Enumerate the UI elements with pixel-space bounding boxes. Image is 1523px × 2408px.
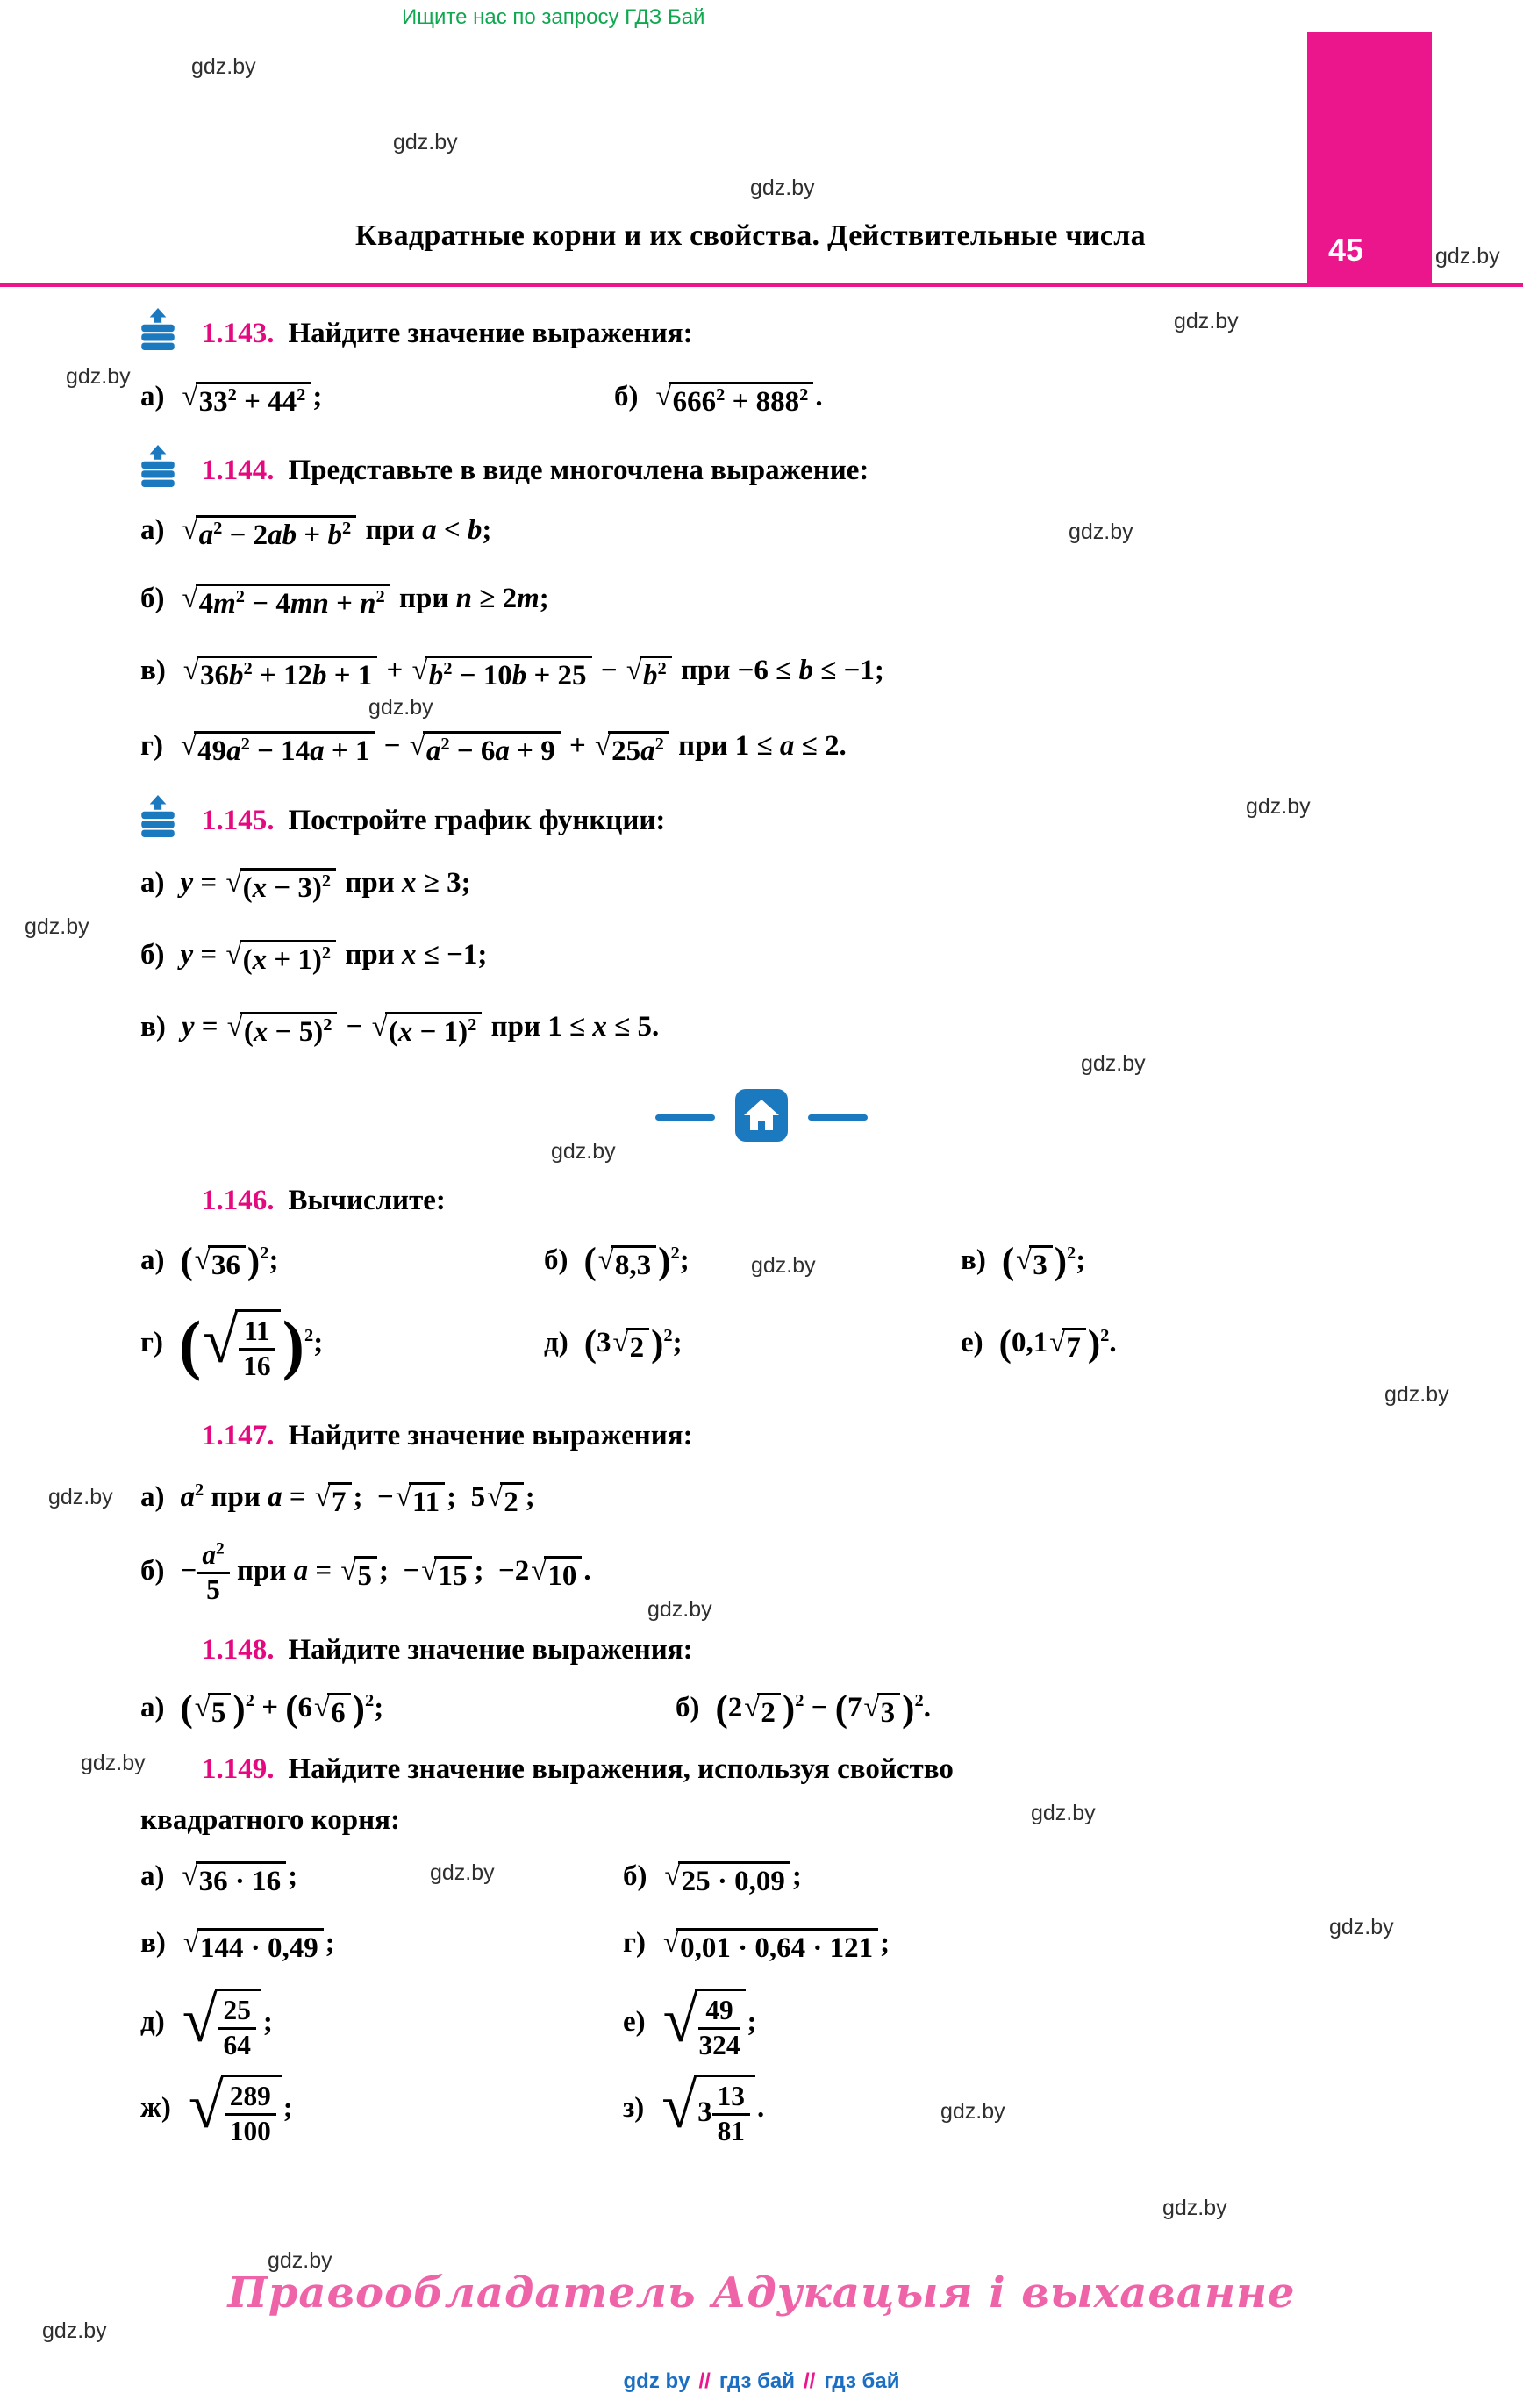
math-expression: ( √ 8,3 )$^2$; [584, 1244, 690, 1276]
problem-number: 1.146. [202, 1185, 275, 1216]
watermark: gdz.by [368, 695, 433, 720]
item-label: е) [623, 2006, 646, 2039]
item-label: д) [140, 2006, 165, 2039]
copyright-notice: Правообладатель Адукацыя і выхаванне [227, 2268, 1296, 2318]
p149-item-g [623, 1925, 890, 1965]
watermark: gdz.by [48, 1485, 113, 1509]
book-stack-icon [136, 794, 180, 842]
math-expression: y = √ $(x - 3)^2$ при x ≥ 3; [181, 867, 471, 899]
p146-item-e [961, 1325, 1117, 1365]
math-expression: √ $666^2 + 888^2$ . [654, 381, 823, 412]
item-label: г) [623, 1927, 646, 1959]
problem-number: 1.148. [202, 1634, 275, 1666]
divider-line [655, 1114, 715, 1121]
math-expression: √ 0,01 · 0,64 · 121 ; [661, 1927, 890, 1959]
p149-item-e [623, 1989, 757, 2060]
math-expression: √ $4m^2 - 4mn + n^2$ при n ≥ 2m; [181, 583, 549, 614]
p149-item-b [623, 1859, 802, 1898]
math-expression: √ 3 $\frac{13}{81}$ . [660, 2092, 764, 2124]
item-label: б) [676, 1692, 700, 1724]
problem-heading-1144 [202, 453, 869, 489]
problem-task: Представьте в виде многочлена выражение: [288, 455, 869, 486]
item-label: б) [623, 1860, 647, 1892]
watermark: gdz.by [1435, 244, 1500, 269]
problem-number: 1.143. [202, 318, 275, 349]
math-expression: √ 25 · 0,09 ; [663, 1860, 802, 1892]
p148-item-a [140, 1690, 383, 1730]
book-stack-icon-svg [136, 307, 180, 351]
problem-task-continuation: квадратного корня: [140, 1804, 400, 1836]
p145-item-v [140, 1009, 659, 1049]
item-label: а) [140, 1860, 165, 1892]
math-expression: y = √ $(x - 5)^2$ − √ $(x - 1)^2$ при 1 ≤ x ≤ 5. [182, 1011, 659, 1043]
watermark: gdz.by [1162, 2196, 1227, 2220]
watermark: gdz.by [940, 2099, 1005, 2124]
footer-separator: // [804, 2369, 816, 2393]
page-number: 45 [1328, 232, 1364, 268]
top-note: Ищите нас по запросу ГДЗ Бай [402, 5, 705, 29]
watermark: gdz.by [1069, 520, 1133, 544]
divider-line [808, 1114, 868, 1121]
p143-item-a [140, 379, 322, 419]
watermark: gdz.by [268, 2248, 332, 2273]
math-expression: √ $\frac{25}{64}$ ; [181, 2006, 273, 2038]
p149-item-a [140, 1859, 297, 1898]
p144-item-g [140, 728, 847, 768]
math-expression: √ $\frac{289}{100}$ ; [187, 2092, 293, 2124]
watermark: gdz.by [1031, 1801, 1096, 1825]
item-label: а) [140, 1244, 165, 1276]
problem-heading-1147 [202, 1418, 693, 1454]
p147-item-a [140, 1480, 535, 1519]
item-label: в) [140, 1927, 166, 1959]
math-expression: ( √ $\frac{11}{16}$ )$^2$; [179, 1327, 323, 1358]
item-label: б) [140, 939, 165, 971]
item-label: в) [140, 655, 166, 686]
problem-heading-1148 [202, 1632, 693, 1668]
item-label: з) [623, 2092, 645, 2125]
item-label: б) [140, 583, 165, 614]
item-label: а) [140, 514, 165, 546]
problem-number: 1.144. [202, 455, 275, 486]
item-label: г) [140, 730, 163, 762]
p144-item-b [140, 581, 549, 620]
p145-item-a [140, 865, 471, 905]
watermark: gdz.by [1384, 1382, 1449, 1407]
math-expression: (2 √ 2 )$^2$ − (7 √ 3 )$^2$. [716, 1692, 931, 1724]
watermark: gdz.by [191, 54, 256, 79]
math-expression: − $\frac{a^2}{5}$ при a = √ 5 ; − √ 15 ; −2 √ 10 . [181, 1555, 591, 1587]
watermark: gdz.by [393, 130, 458, 154]
math-expression: $a^2$ при a = √ 7 ; − √ 11 ; 5 √ 2 ; [181, 1481, 535, 1513]
p147-item-b [140, 1541, 591, 1605]
watermark: gdz.by [81, 1751, 146, 1775]
p146-item-d [544, 1325, 683, 1365]
problem-heading-1145 [202, 803, 665, 839]
p144-item-a [140, 512, 491, 552]
watermark: gdz.by [1246, 794, 1311, 819]
math-expression: √ $33^2 + 44^2$ ; [181, 381, 323, 412]
item-label: а) [140, 381, 165, 412]
problem-task-line2 [140, 1802, 400, 1838]
book-stack-icon [136, 444, 180, 492]
footer-link-2[interactable]: гдз бай [719, 2369, 795, 2393]
book-stack-icon [136, 307, 180, 355]
p148-item-b [676, 1690, 931, 1730]
watermark: gdz.by [647, 1597, 712, 1622]
p149-item-d [140, 1989, 273, 2060]
p149-item-z [623, 2075, 764, 2146]
home-icon-svg [734, 1088, 789, 1143]
math-expression: √ 144 · 0,49 ; [182, 1927, 335, 1959]
math-expression: √ $\frac{49}{324}$ ; [661, 2006, 757, 2038]
problem-task: Найдите значение выражения: [288, 1420, 693, 1451]
math-expression: √ $36b^2 + 12b + 1$ + √ $b^2 - 10b + 25$ − √ $b^2$ при −6 ≤ b ≤ −1; [182, 655, 884, 686]
footer-separator: // [698, 2369, 711, 2393]
math-expression: √ $49a^2 - 14a + 1$ − √ $a^2 - 6a + 9$ + √ $25a^2$ при 1 ≤ a ≤ 2. [179, 730, 847, 762]
math-expression: ( √ 3 )$^2$; [1002, 1244, 1085, 1276]
item-label: б) [140, 1554, 165, 1587]
item-label: д) [544, 1327, 568, 1358]
math-expression: ( √ 36 )$^2$; [181, 1244, 279, 1276]
p144-item-v [140, 653, 884, 692]
watermark: gdz.by [1081, 1051, 1146, 1076]
watermark: gdz.by [751, 1253, 816, 1278]
item-label: б) [614, 381, 639, 412]
math-expression: ( √ 5 )$^2$ + (6 √ 6 )$^2$; [181, 1692, 384, 1724]
item-label: е) [961, 1327, 983, 1358]
header-rule [0, 283, 1523, 287]
watermark: gdz.by [750, 176, 815, 200]
home-icon [734, 1088, 789, 1147]
watermark: gdz.by [551, 1139, 616, 1164]
book-stack-icon-svg [136, 794, 180, 838]
problem-heading-1143 [202, 316, 693, 352]
watermark: gdz.by [25, 914, 89, 939]
watermark: gdz.by [1174, 309, 1239, 333]
page-number-badge [1307, 32, 1432, 283]
problem-heading-1146 [202, 1183, 446, 1219]
p145-item-b [140, 937, 487, 977]
p143-item-b [614, 379, 823, 419]
math-expression: √ 36 · 16 ; [181, 1860, 298, 1892]
item-label: г) [140, 1327, 163, 1359]
p146-item-v [961, 1243, 1085, 1282]
section-divider [0, 1088, 1523, 1147]
item-label: а) [140, 867, 165, 899]
math-expression: (0,1 √ 7 )$^2$. [999, 1327, 1117, 1358]
p146-item-a [140, 1243, 278, 1282]
book-stack-icon-svg [136, 444, 180, 488]
math-expression: √ $a^2 - 2ab + b^2$ при a < b; [181, 514, 492, 546]
problem-task-line1: Найдите значение выражения, используя свойство [288, 1753, 954, 1785]
problem-number: 1.149. [202, 1753, 275, 1785]
problem-task: Вычислите: [288, 1185, 446, 1216]
item-label: ж) [140, 2092, 171, 2125]
p149-item-zh [140, 2075, 293, 2146]
item-label: б) [544, 1244, 568, 1276]
footer-links [0, 2369, 1523, 2394]
item-label: в) [140, 1011, 166, 1043]
math-expression: (3 √ 2 )$^2$; [584, 1327, 683, 1358]
watermark: gdz.by [1329, 1915, 1394, 1939]
problem-number: 1.147. [202, 1420, 275, 1451]
footer-link-1[interactable]: gdz by [623, 2369, 690, 2393]
problem-heading-1149 [202, 1752, 954, 1788]
problem-task: Постройте график функции: [288, 805, 666, 836]
p146-item-g [140, 1309, 323, 1381]
problem-task: Найдите значение выражения: [288, 1634, 693, 1666]
watermark: gdz.by [42, 2318, 107, 2343]
item-label: а) [140, 1481, 165, 1513]
problem-number: 1.145. [202, 805, 275, 836]
watermark: gdz.by [430, 1860, 495, 1885]
p149-item-v [140, 1925, 335, 1965]
item-label: а) [140, 1692, 165, 1724]
item-label: в) [961, 1244, 986, 1276]
watermark: gdz.by [66, 364, 131, 389]
p146-item-b [544, 1243, 690, 1282]
math-expression: y = √ $(x + 1)^2$ при x ≤ −1; [181, 939, 488, 971]
footer-link-3[interactable]: гдз бай [824, 2369, 900, 2393]
chapter-title: Квадратные корни и их свойства. Действительные числа [355, 219, 1146, 252]
problem-task: Найдите значение выражения: [288, 318, 693, 349]
